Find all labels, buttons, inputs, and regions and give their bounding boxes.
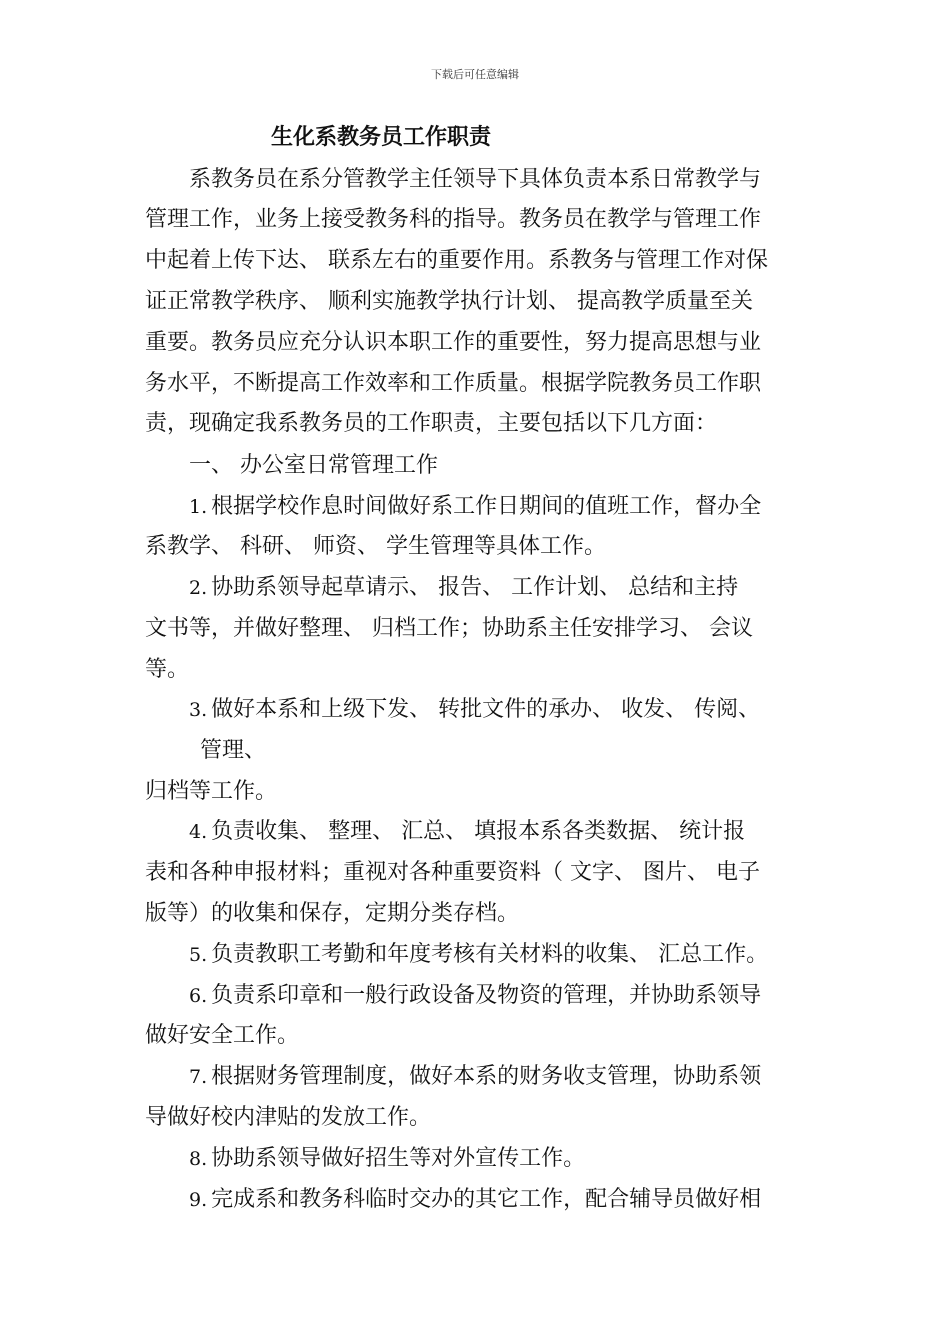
item-text: 负责教职工考勤和年度考核有关材料的收集、 汇总工作。 — [211, 942, 769, 967]
item-number: 3. — [189, 699, 208, 721]
item-text: 完成系和教务科临时交办的其它工作，配合辅导员做好相 — [211, 1187, 762, 1212]
item-number: 4. — [189, 821, 208, 843]
item-number: 7. — [189, 1066, 208, 1088]
list-item — [189, 1186, 761, 1214]
item-continuation: 导做好校内津贴的发放工作。 — [145, 1105, 432, 1130]
header-note: 下载后可任意编辑 — [431, 68, 519, 81]
list-item — [189, 818, 745, 846]
item-continuation: 归档等工作。 — [145, 779, 278, 804]
intro-line: 责，现确定我系教务员的工作职责，主要包括以下几方面： — [145, 411, 718, 436]
item-text: 负责系印章和一般行政设备及物资的管理，并协助系领导 — [211, 983, 762, 1008]
item-continuation: 系教学、 科研、 师资、 学生管理等具体工作。 — [145, 534, 606, 559]
item-text: 协助系领导起草请示、 报告、 工作计划、 总结和主持 — [211, 575, 739, 600]
list-item — [189, 1145, 585, 1173]
list-item — [189, 574, 738, 602]
item-number: 1. — [189, 496, 208, 518]
item-continuation: 等。 — [145, 657, 190, 682]
intro-line: 系教务员在系分管教学主任领导下具体负责本系日常教学与 — [189, 167, 762, 192]
item-continuation: 文书等，并做好整理、 归档工作；协助系主任安排学习、 会议 — [145, 616, 753, 641]
item-number: 6. — [189, 985, 208, 1007]
item-text: 根据学校作息时间做好系工作日期间的值班工作，督办全 — [211, 494, 762, 519]
list-item — [189, 941, 768, 969]
list-item — [189, 696, 760, 724]
section-heading: 一、 办公室日常管理工作 — [189, 453, 438, 478]
item-continuation: 做好安全工作。 — [145, 1023, 300, 1048]
item-text: 做好本系和上级下发、 转批文件的承办、 收发、 传阅、 — [211, 697, 761, 722]
item-continuation: 版等）的收集和保存，定期分类存档。 — [145, 901, 520, 926]
intro-line: 务水平，不断提高工作效率和工作质量。根据学院教务员工作职 — [145, 371, 762, 396]
item-number: 2. — [189, 577, 208, 599]
list-item — [189, 493, 761, 521]
list-item — [189, 1063, 761, 1091]
intro-line: 中起着上传下达、 联系左右的重要作用。系教务与管理工作对保 — [145, 248, 768, 273]
item-text: 协助系领导做好招生等对外宣传工作。 — [211, 1146, 586, 1171]
item-number: 8. — [189, 1148, 208, 1170]
document-title: 生化系教务员工作职责 — [271, 125, 492, 150]
item-number: 5. — [189, 944, 208, 966]
intro-line: 证正常教学秩序、 顺利实施教学执行计划、 提高教学质量至关 — [145, 289, 753, 314]
item-number: 9. — [189, 1189, 208, 1211]
item-text: 根据财务管理制度，做好本系的财务收支管理，协助系领 — [211, 1064, 762, 1089]
list-item — [189, 982, 761, 1010]
intro-line: 重要。教务员应充分认识本职工作的重要性，努力提高思想与业 — [145, 330, 762, 355]
item-text: 负责收集、 整理、 汇总、 填报本系各类数据、 统计报 — [211, 819, 746, 844]
intro-line: 管理工作，业务上接受教务科的指导。教务员在教学与管理工作 — [145, 207, 762, 232]
item-continuation: 表和各种申报材料；重视对各种重要资料（ 文字、 图片、 电子 — [145, 860, 760, 885]
item-continuation: 管理、 — [200, 738, 267, 763]
